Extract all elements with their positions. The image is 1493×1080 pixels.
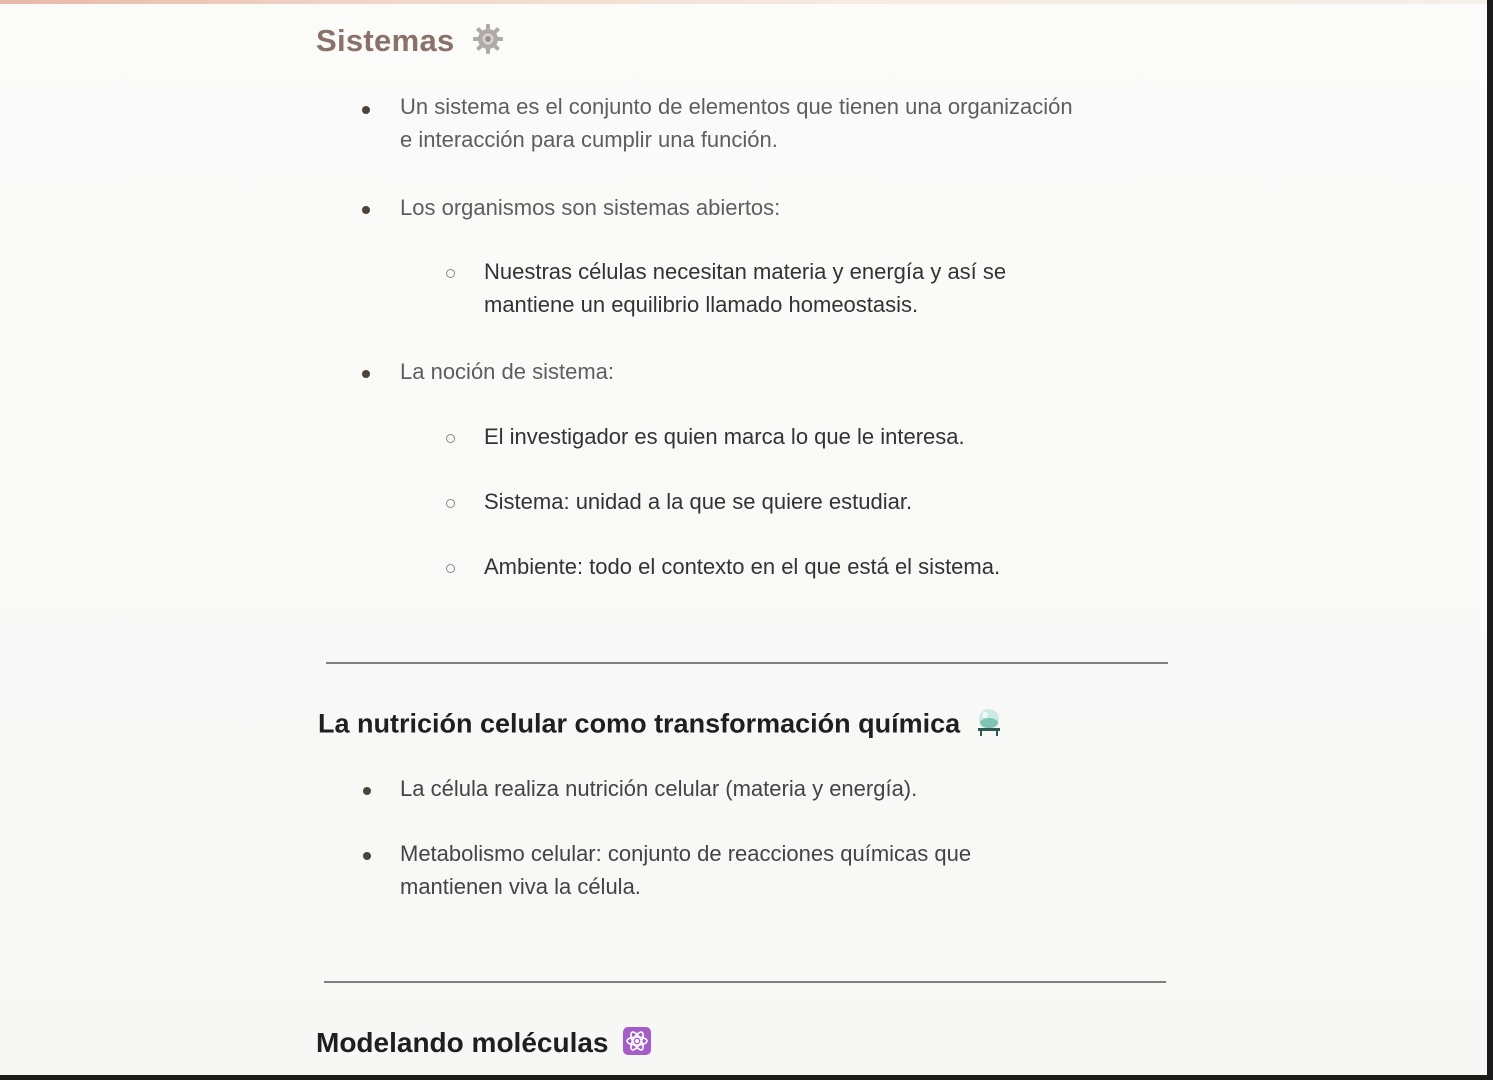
page-bottom-edge: [0, 1075, 1493, 1080]
bullet-icon: [362, 106, 370, 114]
bullet-icon: [363, 787, 371, 795]
page-top-edge: [0, 0, 1493, 4]
page-right-edge: [1487, 0, 1493, 1080]
list-sub-item: Nuestras células necesitan materia y energía y así se mantiene un equilibrio llamado homeostasis.: [484, 259, 1007, 317]
list-item: Un sistema es el conjunto de elementos que tienen una organización e interacción para cumplir una función.: [400, 94, 1073, 152]
bullet-icon: [362, 370, 370, 378]
crystal-ball-icon: [974, 707, 1004, 744]
sub-bullet-icon: [446, 564, 455, 573]
list-item: La noción de sistema:: [400, 359, 615, 384]
section-heading-sistemas: [316, 22, 505, 64]
section-title: Modelando moléculas: [316, 1026, 609, 1058]
sub-bullet-icon: [446, 434, 455, 443]
list-sub-item: Ambiente: todo el contexto en el que está el sistema.: [484, 554, 1001, 579]
section-heading-modelando: [316, 1026, 652, 1063]
bullet-icon: [363, 852, 371, 860]
gear-icon: [471, 22, 505, 64]
bullet-icon: [362, 206, 370, 214]
sub-bullet-icon: [446, 269, 455, 278]
section-title: Sistemas: [316, 23, 455, 59]
section-divider: [324, 981, 1166, 983]
atom-symbol-icon: [622, 1026, 652, 1063]
list-sub-item: Sistema: unidad a la que se quiere estudiar.: [484, 489, 913, 514]
section-divider: [326, 662, 1168, 664]
list-sub-item: El investigador es quien marca lo que le interesa.: [484, 424, 965, 449]
list-item: La célula realiza nutrición celular (materia y energía).: [400, 776, 918, 801]
list-item: Metabolismo celular: conjunto de reacciones químicas que mantienen viva la célula.: [400, 841, 972, 899]
sub-bullet-icon: [446, 499, 455, 508]
list-item: Los organismos son sistemas abiertos:: [400, 195, 781, 220]
section-title: La nutrición celular como transformación química: [318, 708, 961, 739]
section-heading-nutricion: [318, 707, 1004, 744]
